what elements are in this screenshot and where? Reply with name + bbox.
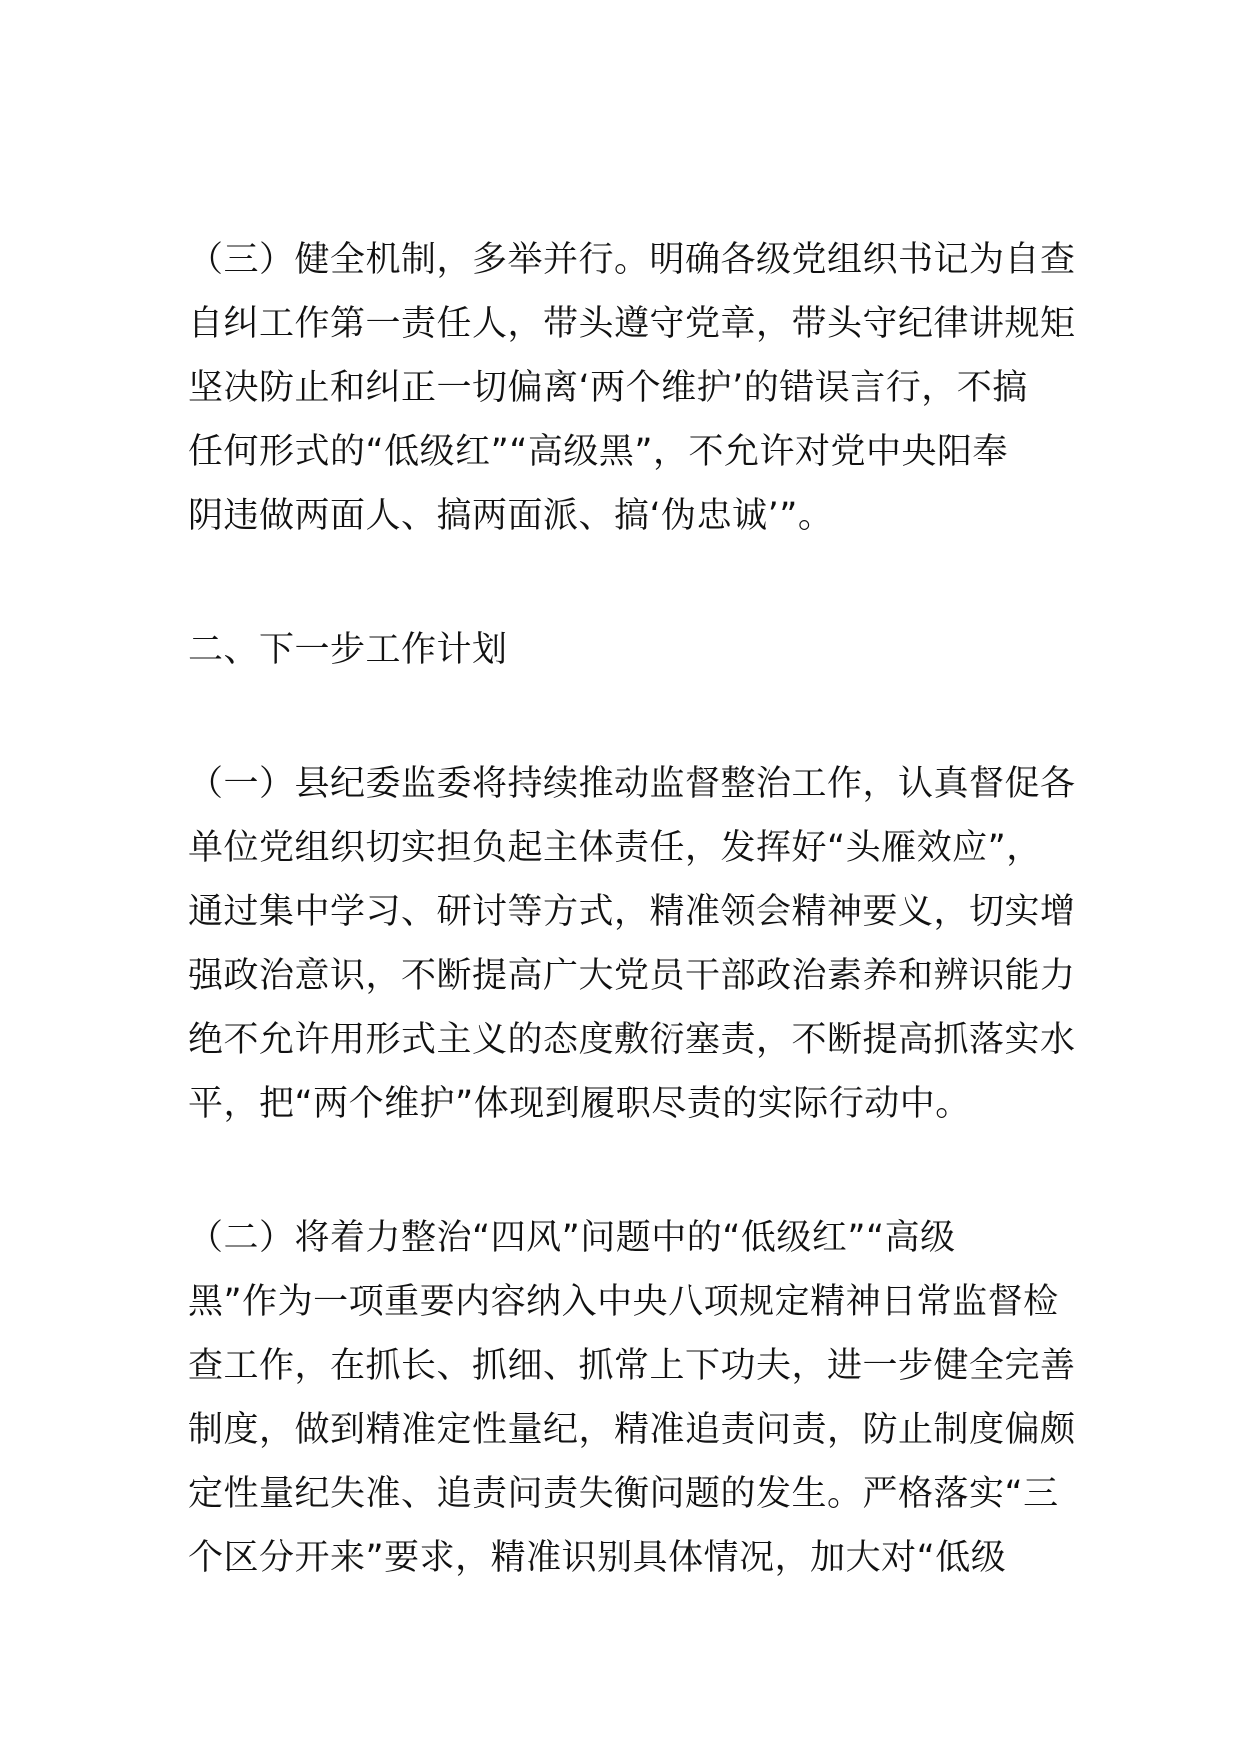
paragraph-line: （三）健全机制，多举并行。明确各级党组织书记为自查 [188,240,1076,280]
heading-text: 二、下一步工作计划 [188,630,508,670]
paragraph-line: 强政治意识，不断提高广大党员干部政治素养和辨识能力 [188,956,1076,996]
paragraph-line: 任何形式的“低级红”“高级黑”，不允许对党中央阳奉 [188,432,1009,472]
paragraph-plan-1 [188,752,1076,1136]
paragraph-section-3 [188,228,1076,548]
paragraph-line: 制度，做到精准定性量纪，精准追责问责，防止制度偏颇 [188,1410,1076,1450]
paragraph-line: （二）将着力整治“四风”问题中的“低级红”“高级 [188,1218,956,1258]
paragraph-line: 通过集中学习、研讨等方式，精准领会精神要义，切实增 [188,892,1076,932]
paragraph-line: 查工作，在抓长、抓细、抓常上下功夫，进一步健全完善 [188,1346,1076,1386]
paragraph-line: 定性量纪失准、追责问责失衡问题的发生。严格落实“三 [188,1474,1059,1514]
paragraph-line: 坚决防止和纠正一切偏离‘两个维护’的错误言行，不搞 [188,368,1028,408]
paragraph-line: 自纠工作第一责任人，带头遵守党章，带头守纪律讲规矩 [188,304,1076,344]
paragraph-line: 单位党组织切实担负起主体责任，发挥好“头雁效应”， [188,828,1042,868]
paragraph-line: （一）县纪委监委将持续推动监督整治工作，认真督促各 [188,764,1076,804]
paragraph-line: 黑”作为一项重要内容纳入中央八项规定精神日常监督检 [188,1282,1059,1322]
paragraph-line: 个区分开来”要求，精准识别具体情况，加大对“低级 [188,1538,1007,1578]
paragraph-line: 阴违做两面人、搞两面派、搞‘伪忠诚’”。 [188,496,834,536]
section-heading [188,618,1058,682]
paragraph-line: 平，把“两个维护”体现到履职尽责的实际行动中。 [188,1084,971,1124]
paragraph-plan-2 [188,1206,1076,1590]
paragraph-line: 绝不允许用形式主义的态度敷衍塞责，不断提高抓落实水 [188,1020,1076,1060]
